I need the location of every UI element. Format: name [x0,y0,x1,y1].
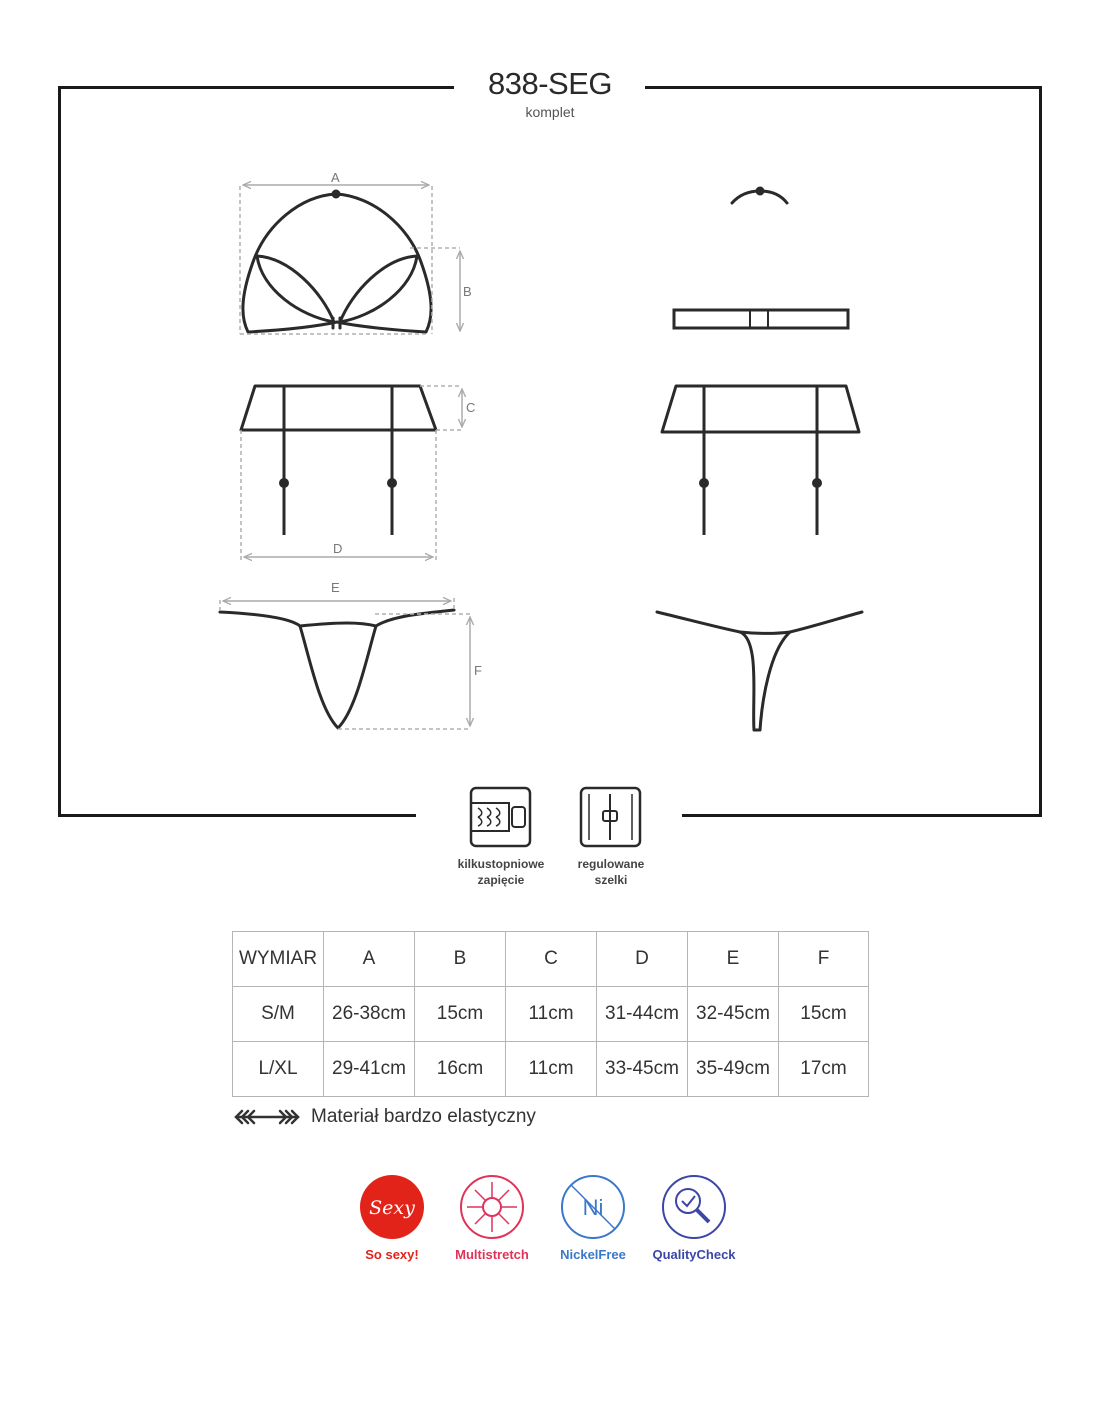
table-row [233,1042,869,1097]
bra-front-drawing [243,191,431,332]
value-cell: 16cm [415,1042,506,1097]
stretch-arrows-icon [236,1111,298,1123]
sexy-badge-text: Sexy [369,1197,415,1219]
value-cell: 15cm [779,987,869,1042]
badge-label-qualitycheck: QualityCheck [652,1247,736,1262]
header-cell: D [597,932,688,987]
size-cell: L/XL [233,1042,324,1097]
feature-closure-line1: kilkustopniowe [457,857,545,871]
product-title: 838-SEG [487,66,612,101]
header-cell: WYMIAR [233,932,324,987]
table-row [233,987,869,1042]
nickel-free-icon [562,1176,624,1238]
size-table [232,931,869,1097]
thong-back-drawing [657,612,862,730]
quality-check-icon [663,1176,725,1238]
dimension-label-f: F [474,663,482,678]
multistretch-icon [461,1176,523,1238]
feature-straps-label [556,856,666,888]
thong-front-drawing [220,610,454,728]
bra-back-drawing [674,188,848,328]
dimension-label-c: C [466,400,476,415]
elastic-material-note: Materiał bardzo elastyczny [311,1106,536,1127]
product-subtitle: komplet [525,104,575,120]
value-cell: 26-38cm [324,987,415,1042]
thong-dimension-guides [220,598,470,729]
feature-closure-label [436,856,566,888]
badge-label-nickelfree: NickelFree [560,1247,626,1262]
feature-straps-line2: szelki [594,873,628,887]
size-table-header-row [233,932,869,987]
adjustable-straps-icon [581,788,640,846]
garter-belt-front-drawing [241,386,436,535]
value-cell: 29-41cm [324,1042,415,1097]
feature-closure-line2: zapięcie [477,873,525,887]
dimension-label-a: A [331,170,340,185]
value-cell: 33-45cm [597,1042,688,1097]
header-cell: A [324,932,415,987]
value-cell: 15cm [415,987,506,1042]
dimension-label-d: D [333,541,343,556]
header-cell: F [779,932,869,987]
value-cell: 35-49cm [688,1042,779,1097]
badge-label-multistretch: Multistretch [455,1247,529,1262]
so-sexy-badge-icon [360,1175,424,1239]
size-cell: S/M [233,987,324,1042]
value-cell: 17cm [779,1042,869,1097]
garter-belt-back-drawing [662,386,859,535]
header-cell: C [506,932,597,987]
value-cell: 32-45cm [688,987,779,1042]
value-cell: 11cm [506,987,597,1042]
header-cell: E [688,932,779,987]
dimension-label-b: B [463,284,472,299]
badge-label-sexy: So sexy! [365,1247,419,1262]
dimension-label-e: E [331,580,340,595]
value-cell: 31-44cm [597,987,688,1042]
value-cell: 11cm [506,1042,597,1097]
multi-hook-closure-icon [471,788,530,846]
feature-straps-line1: regulowane [577,857,645,871]
nickel-badge-text: Ni [582,1195,604,1220]
header-cell: B [415,932,506,987]
